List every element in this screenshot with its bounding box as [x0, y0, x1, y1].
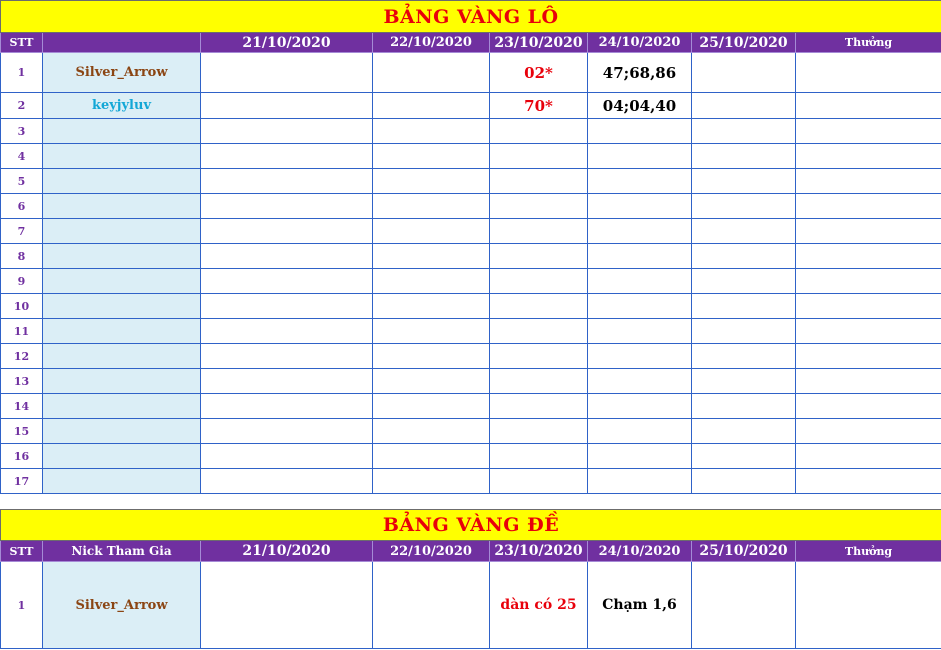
lo-table-row	[1, 219, 941, 244]
lo-cell-nick[interactable]	[43, 369, 201, 394]
lo-cell-d25[interactable]	[692, 294, 796, 319]
de-header-date-24[interactable]: 24/10/2020	[588, 541, 692, 562]
lo-cell-d25[interactable]	[692, 419, 796, 444]
lo-cell-d23[interactable]	[490, 444, 588, 469]
lo-cell-d22[interactable]	[373, 294, 490, 319]
lo-cell-d24[interactable]	[588, 344, 692, 369]
de-cell-d21[interactable]	[201, 562, 373, 649]
lo-table-row	[1, 119, 941, 144]
lo-cell-stt[interactable]: 17	[1, 469, 43, 494]
lo-cell-d21[interactable]	[201, 194, 373, 219]
lo-cell-nick[interactable]	[43, 219, 201, 244]
de-header-nick[interactable]: Nick Tham Gia	[43, 541, 201, 562]
lo-cell-nick[interactable]	[43, 194, 201, 219]
lo-cell-d23[interactable]	[490, 369, 588, 394]
lo-cell-d23[interactable]	[490, 269, 588, 294]
lo-cell-d21[interactable]	[201, 144, 373, 169]
lo-header-date-21[interactable]: 21/10/2020	[201, 33, 373, 53]
lo-cell-d24[interactable]	[588, 194, 692, 219]
lo-cell-nick[interactable]	[43, 244, 201, 269]
lo-cell-d21[interactable]	[201, 269, 373, 294]
lo-table-row	[1, 444, 941, 469]
lo-cell-nick[interactable]	[43, 344, 201, 369]
lo-cell-d24[interactable]	[588, 419, 692, 444]
de-cell-d24[interactable]: Chạm 1,6	[588, 562, 692, 649]
lo-cell-nick[interactable]: Silver_Arrow	[43, 53, 201, 93]
de-title[interactable]: BẢNG VÀNG ĐỀ	[1, 510, 941, 541]
lo-cell-d25[interactable]	[692, 344, 796, 369]
lo-cell-d23[interactable]	[490, 469, 588, 494]
lo-cell-nick[interactable]	[43, 144, 201, 169]
lo-cell-d23[interactable]	[490, 219, 588, 244]
lo-cell-d25[interactable]	[692, 244, 796, 269]
lo-cell-d22[interactable]	[373, 119, 490, 144]
lo-cell-stt[interactable]: 4	[1, 144, 43, 169]
lo-cell-thuong[interactable]	[796, 319, 941, 344]
lo-cell-thuong[interactable]	[796, 219, 941, 244]
de-cell-d25[interactable]	[692, 562, 796, 649]
lo-cell-stt[interactable]: 12	[1, 344, 43, 369]
lo-cell-thuong[interactable]	[796, 419, 941, 444]
de-header-stt[interactable]: STT	[1, 541, 43, 562]
de-cell-d23[interactable]: dàn có 25	[490, 562, 588, 649]
lo-table-row	[1, 269, 941, 294]
lo-cell-d24[interactable]	[588, 219, 692, 244]
lo-cell-thuong[interactable]	[796, 144, 941, 169]
lo-cell-d24[interactable]	[588, 119, 692, 144]
lo-cell-nick[interactable]	[43, 444, 201, 469]
lo-cell-d23[interactable]	[490, 344, 588, 369]
de-table-row	[1, 562, 941, 649]
lo-cell-d22[interactable]	[373, 169, 490, 194]
lo-header-date-22[interactable]: 22/10/2020	[373, 33, 490, 53]
lo-cell-d21[interactable]	[201, 244, 373, 269]
lo-header-nick[interactable]	[43, 33, 201, 53]
lo-cell-d25[interactable]	[692, 119, 796, 144]
lo-cell-d22[interactable]	[373, 469, 490, 494]
lo-cell-stt[interactable]: 9	[1, 269, 43, 294]
lo-cell-thuong[interactable]	[796, 469, 941, 494]
lo-cell-d25[interactable]	[692, 194, 796, 219]
lo-cell-d24[interactable]	[588, 294, 692, 319]
lo-table-row	[1, 93, 941, 119]
lo-cell-d22[interactable]	[373, 93, 490, 119]
lo-cell-d23[interactable]	[490, 169, 588, 194]
lo-cell-thuong[interactable]	[796, 394, 941, 419]
lo-table-row	[1, 144, 941, 169]
lo-cell-stt[interactable]: 10	[1, 294, 43, 319]
lo-cell-d21[interactable]	[201, 419, 373, 444]
lo-header-date-23[interactable]: 23/10/2020	[490, 33, 588, 53]
de-header-date-25[interactable]: 25/10/2020	[692, 541, 796, 562]
lo-cell-d23[interactable]	[490, 119, 588, 144]
lo-cell-stt[interactable]: 3	[1, 119, 43, 144]
lo-table-row	[1, 244, 941, 269]
de-cell-nick[interactable]: Silver_Arrow	[43, 562, 201, 649]
lo-cell-d23[interactable]	[490, 294, 588, 319]
lo-cell-nick[interactable]	[43, 469, 201, 494]
lo-cell-nick[interactable]	[43, 319, 201, 344]
lo-cell-stt[interactable]: 14	[1, 394, 43, 419]
lo-cell-thuong[interactable]	[796, 369, 941, 394]
lo-title[interactable]: BẢNG VÀNG LÔ	[1, 1, 941, 33]
lo-cell-d22[interactable]	[373, 444, 490, 469]
lo-cell-d21[interactable]	[201, 394, 373, 419]
lo-cell-d21[interactable]	[201, 344, 373, 369]
lo-table-row	[1, 319, 941, 344]
lo-cell-stt[interactable]: 11	[1, 319, 43, 344]
lo-cell-d23[interactable]	[490, 194, 588, 219]
de-table-body	[1, 562, 941, 649]
bang-vang-de-table	[0, 509, 941, 649]
lo-cell-nick[interactable]: keyjyluv	[43, 93, 201, 119]
lo-cell-d22[interactable]	[373, 144, 490, 169]
lo-cell-d21[interactable]	[201, 469, 373, 494]
lo-cell-d25[interactable]	[692, 53, 796, 93]
lo-table-row	[1, 294, 941, 319]
lo-cell-d23[interactable]	[490, 419, 588, 444]
lo-cell-d25[interactable]	[692, 369, 796, 394]
lo-cell-d24[interactable]	[588, 319, 692, 344]
lo-cell-nick[interactable]	[43, 269, 201, 294]
lo-cell-d25[interactable]	[692, 93, 796, 119]
lo-cell-d23[interactable]	[490, 244, 588, 269]
lo-header-thuong[interactable]: Thưởng	[796, 33, 941, 53]
lo-cell-d24[interactable]	[588, 244, 692, 269]
lo-cell-d25[interactable]	[692, 444, 796, 469]
lo-table-row	[1, 53, 941, 93]
lo-table-row	[1, 419, 941, 444]
lo-cell-nick[interactable]	[43, 169, 201, 194]
lo-cell-nick[interactable]	[43, 394, 201, 419]
lo-cell-d25[interactable]	[692, 269, 796, 294]
lo-table-row	[1, 469, 941, 494]
lo-header-stt[interactable]: STT	[1, 33, 43, 53]
lo-cell-thuong[interactable]	[796, 344, 941, 369]
lo-cell-d24[interactable]	[588, 144, 692, 169]
lo-cell-d22[interactable]	[373, 219, 490, 244]
lo-cell-d25[interactable]	[692, 469, 796, 494]
lo-cell-d24[interactable]	[588, 269, 692, 294]
lo-cell-d23[interactable]	[490, 394, 588, 419]
de-cell-d22[interactable]	[373, 562, 490, 649]
de-cell-thuong[interactable]	[796, 562, 941, 649]
lo-cell-d24[interactable]: 47;68,86	[588, 53, 692, 93]
de-header-thuong[interactable]: Thưởng	[796, 541, 941, 562]
lo-cell-d21[interactable]	[201, 219, 373, 244]
de-header-date-22[interactable]: 22/10/2020	[373, 541, 490, 562]
lo-cell-d22[interactable]	[373, 394, 490, 419]
lo-cell-d22[interactable]	[373, 419, 490, 444]
lo-cell-stt[interactable]: 7	[1, 219, 43, 244]
lo-table-row	[1, 394, 941, 419]
de-header-date-23[interactable]: 23/10/2020	[490, 541, 588, 562]
lo-cell-nick[interactable]	[43, 294, 201, 319]
lo-cell-thuong[interactable]	[796, 294, 941, 319]
lo-cell-d21[interactable]	[201, 53, 373, 93]
lo-table-row	[1, 194, 941, 219]
lo-cell-d21[interactable]	[201, 319, 373, 344]
lo-table-row	[1, 369, 941, 394]
lo-cell-stt[interactable]: 15	[1, 419, 43, 444]
lo-cell-d23[interactable]	[490, 144, 588, 169]
lo-cell-thuong[interactable]	[796, 194, 941, 219]
lo-cell-thuong[interactable]	[796, 169, 941, 194]
lo-cell-d21[interactable]	[201, 169, 373, 194]
lo-cell-d23[interactable]: 70*	[490, 93, 588, 119]
lo-cell-nick[interactable]	[43, 119, 201, 144]
lo-table-row	[1, 169, 941, 194]
lo-cell-d25[interactable]	[692, 319, 796, 344]
lo-cell-d22[interactable]	[373, 269, 490, 294]
lo-cell-d25[interactable]	[692, 219, 796, 244]
lo-table-body	[1, 53, 941, 494]
lo-cell-stt[interactable]: 2	[1, 93, 43, 119]
lo-cell-stt[interactable]: 8	[1, 244, 43, 269]
lo-cell-d23[interactable]	[490, 319, 588, 344]
lo-cell-d22[interactable]	[373, 319, 490, 344]
lo-cell-d24[interactable]: 04;04,40	[588, 93, 692, 119]
lo-cell-d23[interactable]: 02*	[490, 53, 588, 93]
lo-cell-d22[interactable]	[373, 53, 490, 93]
lo-cell-d25[interactable]	[692, 169, 796, 194]
lo-cell-d21[interactable]	[201, 93, 373, 119]
lo-cell-d24[interactable]	[588, 369, 692, 394]
lo-cell-d22[interactable]	[373, 244, 490, 269]
lo-cell-stt[interactable]: 1	[1, 53, 43, 93]
lo-cell-thuong[interactable]	[796, 444, 941, 469]
lo-cell-d24[interactable]	[588, 469, 692, 494]
lo-cell-stt[interactable]: 6	[1, 194, 43, 219]
lo-cell-thuong[interactable]	[796, 244, 941, 269]
lo-cell-d22[interactable]	[373, 369, 490, 394]
lo-cell-d24[interactable]	[588, 394, 692, 419]
lo-table-row	[1, 344, 941, 369]
lo-header-date-25[interactable]: 25/10/2020	[692, 33, 796, 53]
lo-cell-thuong[interactable]	[796, 119, 941, 144]
de-header-date-21[interactable]: 21/10/2020	[201, 541, 373, 562]
lo-cell-d21[interactable]	[201, 444, 373, 469]
lo-cell-d21[interactable]	[201, 294, 373, 319]
lo-cell-thuong[interactable]	[796, 93, 941, 119]
lo-cell-d22[interactable]	[373, 344, 490, 369]
lo-cell-d21[interactable]	[201, 119, 373, 144]
de-cell-stt[interactable]: 1	[1, 562, 43, 649]
lo-header-date-24[interactable]: 24/10/2020	[588, 33, 692, 53]
lo-cell-d25[interactable]	[692, 144, 796, 169]
lo-cell-nick[interactable]	[43, 419, 201, 444]
lo-cell-d24[interactable]	[588, 169, 692, 194]
lo-cell-d25[interactable]	[692, 394, 796, 419]
lo-cell-stt[interactable]: 16	[1, 444, 43, 469]
lo-cell-thuong[interactable]	[796, 53, 941, 93]
lo-cell-d22[interactable]	[373, 194, 490, 219]
lo-cell-thuong[interactable]	[796, 269, 941, 294]
lo-cell-stt[interactable]: 13	[1, 369, 43, 394]
lo-cell-stt[interactable]: 5	[1, 169, 43, 194]
lo-cell-d24[interactable]	[588, 444, 692, 469]
lo-cell-d21[interactable]	[201, 369, 373, 394]
